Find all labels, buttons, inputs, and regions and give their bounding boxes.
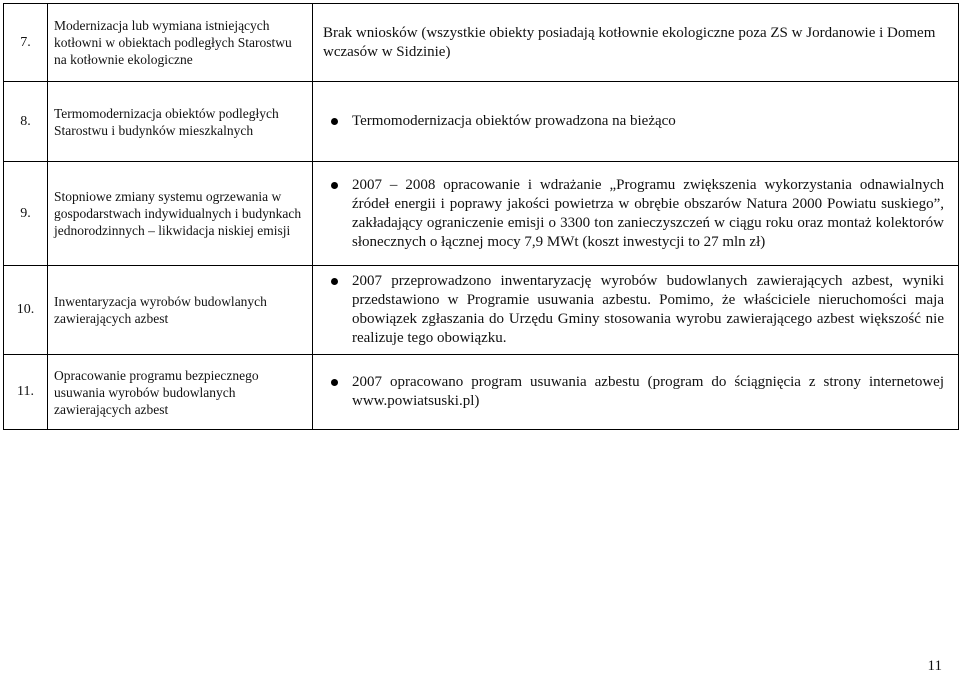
measures-table xyxy=(3,3,959,430)
description-text: Termomodernizacja obiektów prowadzona na bieżąco xyxy=(352,113,676,129)
row-number: 9. xyxy=(4,162,48,265)
description-text: 2007 – 2008 opracowanie i wdrażanie „Programu zwiększenia wykorzystania odnawialnych źródeł energii i poprawy jakości powietrza w obrębie obszarów Natura 2000 Powiatu suskiego”, zakładający ograniczenie emisji o 3300 ton zanieczyszczeń w ciągu roku oraz montaż kolektorów słonecznych o łącznej mocy 7,9 MWt (koszt inwestycji to 27 mln zł) xyxy=(352,176,944,250)
description-text: 2007 przeprowadzono inwentaryzację wyrobów budowlanych zawierających azbest, wyniki przedstawiono w Programie usuwania azbestu. Pomimo, że właściciele nieruchomości maja obowiązek zgłaszania do Urzędu Gminy stosowania wyrobu zawierającego azbest większość nie realizuje tego obowiązku. xyxy=(352,273,944,346)
row-description xyxy=(313,82,958,161)
row-number: 11. xyxy=(4,355,48,429)
description-text: 2007 opracowano program usuwania azbestu (program do ściągnięcia z strony internetowej www.powiatsuski.pl) xyxy=(352,374,944,409)
page-number: 11 xyxy=(927,658,942,674)
bullet-icon xyxy=(331,182,338,189)
bullet-icon xyxy=(331,379,338,386)
row-task: Stopniowe zmiany systemu ogrzewania w gospodarstwach indywidualnych i budynkach jednorodzinnych – likwidacja niskiej emisji xyxy=(48,162,313,265)
row-number: 8. xyxy=(4,82,48,161)
row-task: Modernizacja lub wymiana istniejących kotłowni w obiektach podległych Starostwu na kotłownie ekologiczne xyxy=(48,4,313,81)
row-task: Inwentaryzacja wyrobów budowlanych zawierających azbest xyxy=(48,266,313,354)
row-description xyxy=(313,162,958,265)
table-row xyxy=(4,266,958,355)
table-row xyxy=(4,355,958,430)
row-description: Brak wniosków (wszystkie obiekty posiadają kotłownie ekologiczne poza ZS w Jordanowie i Domem wczasów w Sidzinie) xyxy=(323,24,936,60)
row-task: Termomodernizacja obiektów podległych Starostwu i budynków mieszkalnych xyxy=(48,82,313,161)
bullet-icon xyxy=(331,278,338,285)
row-number: 7. xyxy=(4,4,48,81)
row-task: Opracowanie programu bezpiecznego usuwania wyrobów budowlanych zawierających azbest xyxy=(48,355,313,429)
row-description xyxy=(313,355,958,429)
bullet-icon xyxy=(331,118,338,125)
table-row xyxy=(4,82,958,162)
row-number: 10. xyxy=(4,266,48,354)
table-row xyxy=(4,162,958,266)
row-description xyxy=(313,266,958,354)
table-row xyxy=(4,4,958,82)
